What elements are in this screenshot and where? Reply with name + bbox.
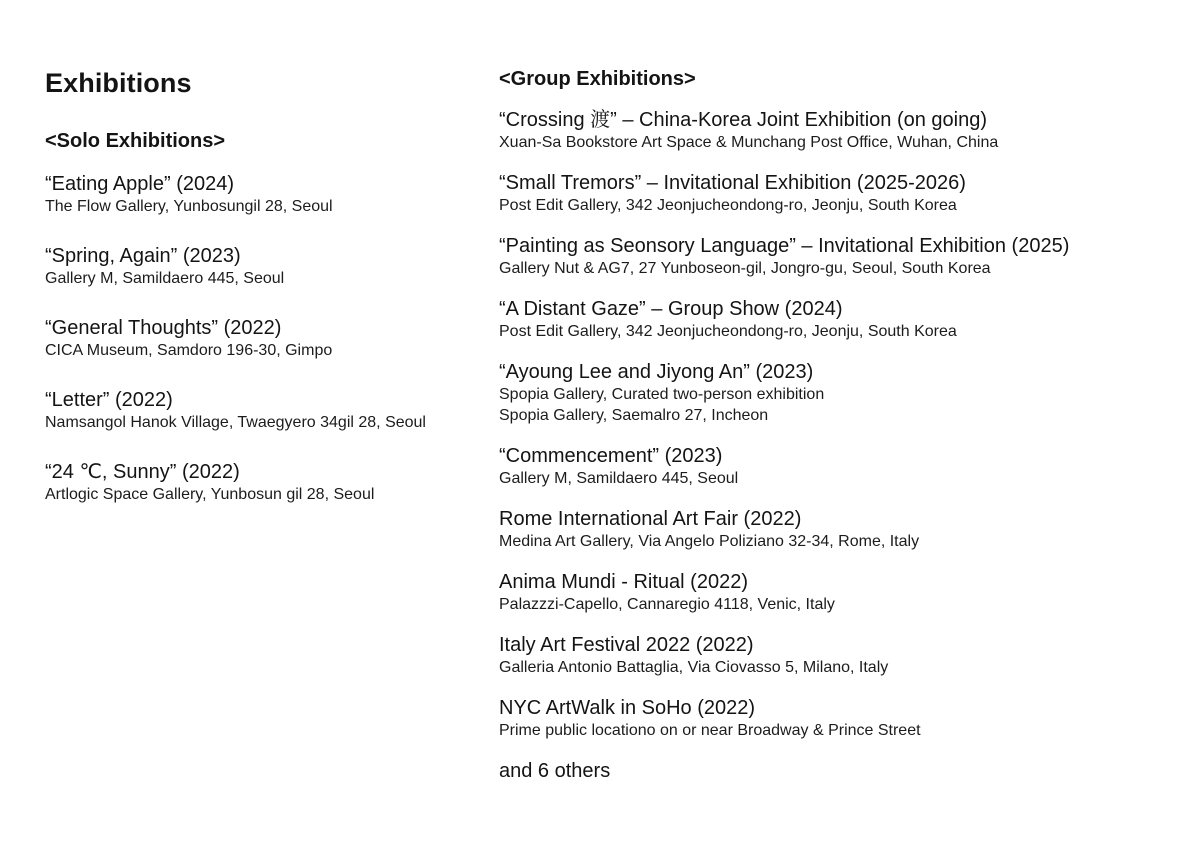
exhibition-venue: Post Edit Gallery, 342 Jeonjucheondong-ro, Jeonju, South Korea xyxy=(499,323,957,340)
exhibition-venue: Prime public locationo on or near Broadway & Prince Street xyxy=(499,722,921,739)
exhibition-entry xyxy=(499,360,1179,426)
exhibition-entry xyxy=(45,244,475,289)
exhibition-title: “General Thoughts” (2022) xyxy=(45,317,282,339)
exhibition-venue: Gallery M, Samildaero 445, Seoul xyxy=(45,270,285,287)
exhibition-title: “Commencement” (2023) xyxy=(499,445,723,467)
exhibition-venue: Gallery Nut & AG7, 27 Yunboseon-gil, Jongro-gu, Seoul, South Korea xyxy=(499,260,991,277)
exhibition-entry xyxy=(45,172,475,217)
exhibition-title: “Crossing 渡” – China-Korea Joint Exhibition (on going) xyxy=(499,109,988,131)
exhibition-title: Rome International Art Fair (2022) xyxy=(499,508,802,530)
exhibition-entry xyxy=(499,234,1179,279)
left-column xyxy=(45,66,475,532)
exhibition-venue: Spopia Gallery, Saemalro 27, Incheon xyxy=(499,407,769,424)
exhibition-entry xyxy=(45,460,475,505)
exhibition-venue: Palazzzi-Capello, Cannaregio 4118, Venic, Italy xyxy=(499,596,835,613)
exhibition-venue: CICA Museum, Samdoro 196-30, Gimpo xyxy=(45,342,333,359)
group-exhibitions-heading: <Group Exhibitions> xyxy=(499,68,696,90)
exhibition-title: NYC ArtWalk in SoHo (2022) xyxy=(499,697,756,719)
exhibition-entry xyxy=(499,633,1179,678)
exhibition-title: “Letter” (2022) xyxy=(45,389,173,411)
exhibition-title: “Small Tremors” – Invitational Exhibition (2025-2026) xyxy=(499,172,966,194)
exhibition-venue: Namsangol Hanok Village, Twaegyero 34gil 28, Seoul xyxy=(45,414,426,431)
exhibition-title: “A Distant Gaze” – Group Show (2024) xyxy=(499,298,843,320)
exhibition-entry xyxy=(499,171,1179,216)
right-column xyxy=(499,66,1179,783)
exhibition-title: “Ayoung Lee and Jiyong An” (2023) xyxy=(499,361,814,383)
exhibition-entry xyxy=(499,108,1179,153)
exhibition-title: “24 ℃, Sunny” (2022) xyxy=(45,461,240,483)
exhibition-entry xyxy=(499,297,1179,342)
exhibition-venue: Artlogic Space Gallery, Yunbosun gil 28, Seoul xyxy=(45,486,375,503)
page-title: Exhibitions xyxy=(45,68,192,98)
exhibition-title: Anima Mundi - Ritual (2022) xyxy=(499,571,748,593)
exhibition-venue: Post Edit Gallery, 342 Jeonjucheondong-ro, Jeonju, South Korea xyxy=(499,197,957,214)
exhibition-entry xyxy=(499,444,1179,489)
exhibition-entry xyxy=(499,696,1179,741)
exhibition-entry xyxy=(45,316,475,361)
exhibition-title: “Spring, Again” (2023) xyxy=(45,245,241,267)
exhibition-title: Italy Art Festival 2022 (2022) xyxy=(499,634,754,656)
exhibition-title: “Eating Apple” (2024) xyxy=(45,173,235,195)
exhibition-entry xyxy=(499,570,1179,615)
exhibition-venue: Medina Art Gallery, Via Angelo Poliziano 32-34, Rome, Italy xyxy=(499,533,920,550)
exhibition-entry xyxy=(45,388,475,433)
solo-exhibitions-list xyxy=(45,172,475,505)
exhibition-title: “Painting as Seonsory Language” – Invitational Exhibition (2025) xyxy=(499,235,1070,257)
exhibition-venue: The Flow Gallery, Yunbosungil 28, Seoul xyxy=(45,198,333,215)
exhibition-venue: Xuan-Sa Bookstore Art Space & Munchang Post Office, Wuhan, China xyxy=(499,134,999,151)
exhibition-venue: Gallery M, Samildaero 445, Seoul xyxy=(499,470,739,487)
exhibition-entry xyxy=(499,507,1179,552)
exhibition-venue: Galleria Antonio Battaglia, Via Ciovasso 5, Milano, Italy xyxy=(499,659,889,676)
group-exhibitions-list xyxy=(499,108,1179,741)
exhibition-venue: Spopia Gallery, Curated two-person exhibition xyxy=(499,386,825,403)
more-exhibitions-note: and 6 others xyxy=(499,760,611,782)
solo-exhibitions-heading: <Solo Exhibitions> xyxy=(45,130,226,152)
